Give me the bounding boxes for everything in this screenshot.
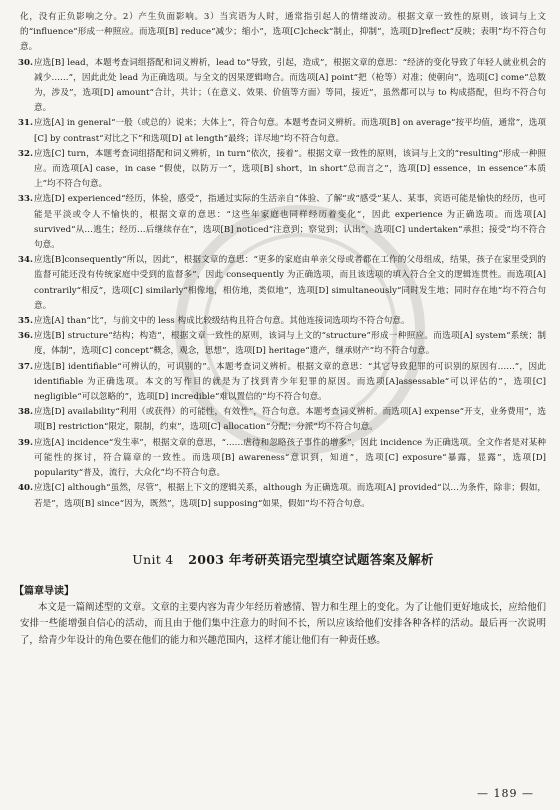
item-number: 30. xyxy=(18,57,33,68)
answer-text: 应选[A] incidence“发生率”，根据文章的意思，“……虐待和忽略孩子事件的增多”，因此 incidence 为正确选项。全文作者是对某种可能性的探讨，符合篇章的一致性。而选项[B] awareness“意识到，知道”，选项[C] exposure“暴露，显露”，选项[D] popularity“普及，流行，大众化”均不符合句意。 xyxy=(34,437,546,479)
answer-item-38 xyxy=(20,405,546,435)
item-number: 40. xyxy=(18,483,33,494)
continuation-paragraph: 化，没有正负影响之分。2）产生负面影响。3）当宾语为人时，通常指引起人的情绪波动。根据文章一致性的原则，该词与上文的“influence”形成一种照应。而选项[B] reduce“减少；缩小”，选项[C]check“制止，抑制”，选项[D]reflect“反映；表明”均不符合句意。 xyxy=(20,12,546,53)
answer-item-39 xyxy=(20,436,546,482)
answer-text: 应选[B] identifiable“可辨认的，可识别的”。本题考查词义辨析。根据文章的意思：“其它导致犯罪的可识别的原因有……”，因此 identifiable 为正确选项。本文的写作目的就是为了找到青少年犯罪的原因。而选项[A]assessable“可以评估的”，选项[C] negligible“可以忽略的”，选项[D] incredible“难以置信的”均不符合句意。 xyxy=(34,361,546,403)
answer-text: 应选[A] than“比”，与前文中的 less 构成比较级结构且符合句意。其他连接词选项均不符合句意。 xyxy=(34,316,410,327)
section-tag: 【篇章导读】 xyxy=(14,585,74,597)
answer-text: 应选[B] structure“结构；构造”，根据文章一致性的原则，该词与上文的“structure”形成一种照应。而选项[A] system“系统；制度，体制”，选项[C] concept“概念，观念，思想”，选项[D] heritage“遗产，继承财产”均不符合句意。 xyxy=(34,331,546,357)
answer-text: 应选[D] availability“利用（或获得）的可能性，有效性”，符合句意。本题考查词义辨析。而选项[A] expense“开支，业务费用”，选项[B] restriction“限定，限制，约束”，选项[C] allocation“分配；分派”均不符合句意。 xyxy=(34,407,546,433)
item-number: 36. xyxy=(18,331,33,342)
unit-heading xyxy=(20,550,546,568)
answer-item-30 xyxy=(20,56,546,117)
answer-item-33 xyxy=(20,192,546,253)
item-number: 34. xyxy=(18,255,33,266)
item-number: 39. xyxy=(18,437,33,448)
answer-text: 应选[C] although“虽然，尽管”，根据上下文的逻辑关系，although 为正确选项。而选项[A] provided“以…为条件，除非；假如，若是”，选项[B] since“因为，既然”，选项[D] supposing“如果，假如”均不符合句意。 xyxy=(34,483,546,509)
answer-item-34 xyxy=(20,253,546,314)
intro-paragraph: 本文是一篇阐述型的文章。文章的主要内容为青少年经历着感情、智力和生理上的变化。为了让他们更好地成长，应给他们安排一些能增强自信心的活动，而且由于他们集中注意力的时间不长，所以应该给他们安排各种各样的活动。最后再一次说明了，给青少年设计的角色要在他们的能力和兴趣范围内，这样才能让他们有一种责任感。 xyxy=(20,601,546,646)
item-number: 33. xyxy=(18,194,33,205)
answer-item-36 xyxy=(20,329,546,359)
page-number: — 189 — xyxy=(477,787,534,800)
answer-item-32 xyxy=(20,147,546,193)
answer-text: 应选[A] in general“一般（或总的）说来；大体上”，符合句意。本题考查词义辨析。而选项[B] on average“按平均值，通常”，选项[C] by contrast“对比之下”和选项[D] at length“最终；详尽地”均不符合句意。 xyxy=(34,118,546,144)
answer-text: 应选[C] turn，本题考查词组搭配和词义辨析，in turn“依次，接着”。根据文章一致性的原则，该词与上文的“resulting”形成一种照应。而选项[A] case，in case “假使，以防万一”，选项[B] short，in short“总而言之”，选项[D] essence，in essence“本质上”均不符合句意。 xyxy=(34,148,546,190)
answer-item-35 xyxy=(20,314,546,329)
item-number: 31. xyxy=(18,118,33,129)
item-number: 35. xyxy=(18,316,33,327)
answer-item-37 xyxy=(20,360,546,406)
answer-text: 应选[D] experienced“经历，体验，感受”，指通过实际的生活亲自“体验、了解”或“感受”某人、某事，宾语可能是愉快的经历，也可能是平淡或令人不愉快的，根据文章的意思：“这些年家庭也同样经历着变化”，因此 experience 为正确选项。而选项[A] survived“从…逃生；经历…后继续存在”，选项[B] noticed“注意到；察觉到；认出”，选项[C] undertaken“承担；接受”均不符合句意。 xyxy=(34,194,546,251)
unit-label: Unit 4 xyxy=(132,551,174,567)
item-number: 37. xyxy=(18,361,33,372)
answer-item-40 xyxy=(20,481,546,511)
item-number: 32. xyxy=(18,148,33,159)
item-number: 38. xyxy=(18,407,33,418)
answer-text: 应选[B] lead，本题考查词组搭配和词义辨析，lead to“导致，引起，造成”，根据文章的意思：“经济的变化导致了年轻人就业机会的减少……”，因此此处 lead 为正确选项。与全文的因果逻辑吻合。而选项[A] point“把（枪等）对准；使朝向”，选项[C] come“总数为，涉及”，选项[D] amount“合计，共计；（在意义、效果、价值等方面）等同，接近”，虽然都可以与 to 构成搭配，但均不符合句意。 xyxy=(34,57,546,114)
unit-title-text: 2003 年考研英语完型填空试题答案及解析 xyxy=(188,551,434,567)
answer-text: 应选[B]consequently“所以，因此”，根据文章的意思：“更多的家庭由单亲父母或者都在工作的父母组成，结果，孩子在家里受到的监督可能还没有传统家庭中受到的监督多”，因此 consequently 为正确选项，而且该选项的填入符合全文的逻辑连贯性。而选项[A] contrarily“相反”，选项[C] similarly“相像地，相仿地，类似地”，选项[D] simultaneously“同时发生地；同时存在地”均不符合句意。 xyxy=(34,255,546,311)
answer-item-31 xyxy=(20,116,546,146)
